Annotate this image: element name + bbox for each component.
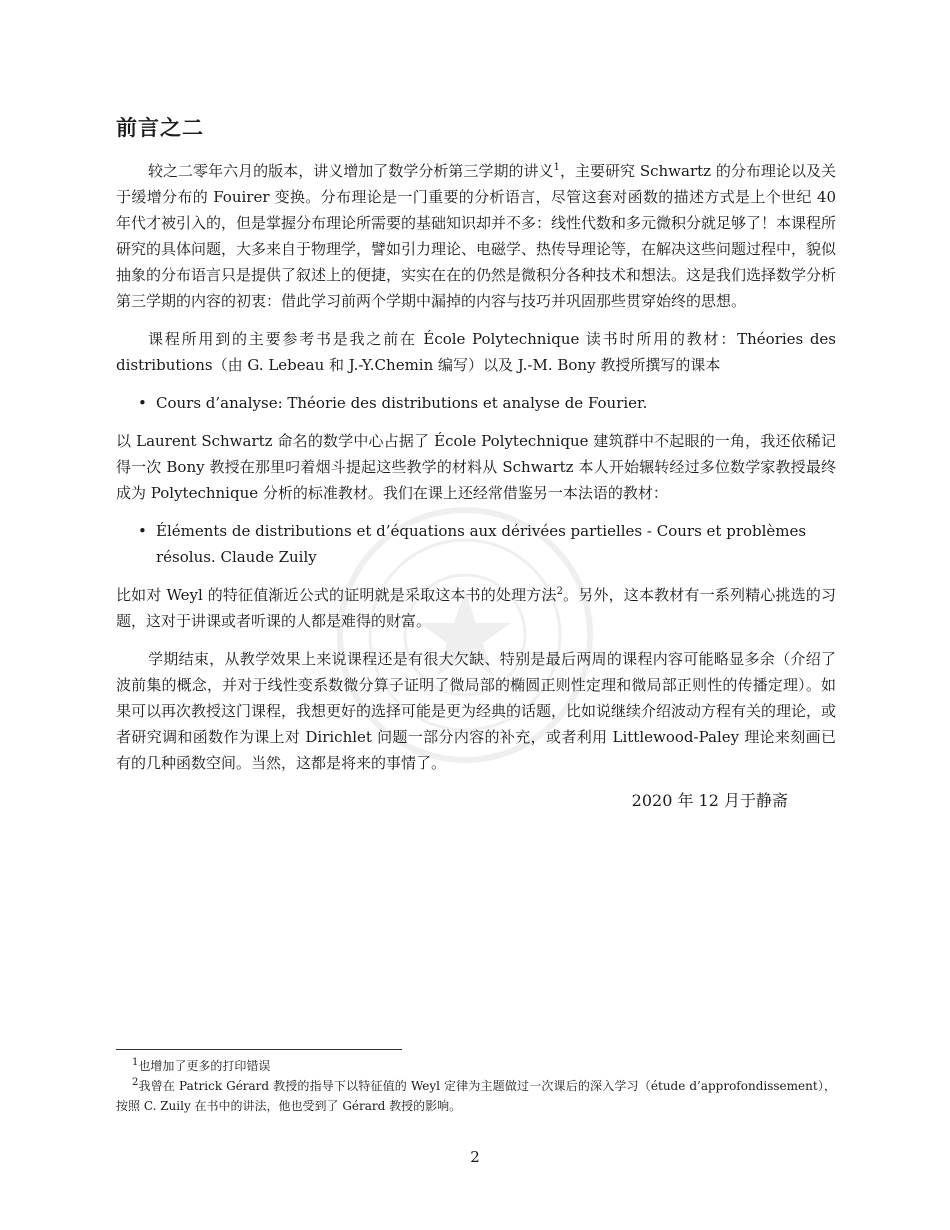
page-content [116,112,836,814]
page-number: 2 [470,1148,480,1166]
bullet-icon: • [138,522,147,540]
footnote-divider [116,1049,402,1050]
section-title: 前言之二 [116,116,204,140]
footnote-1: $^1$也增加了更多的打印错误 [132,1057,271,1073]
footnotes [116,1056,836,1116]
date-signature: 2020 年 12 月于静斋 [631,791,788,810]
footnote-ref-1: 1 [553,162,560,173]
footnote-ref-2: 2 [556,586,563,597]
list-item: • Cours d’analyse: Théorie des distributions et analyse de Fourier. [116,390,836,416]
reference-list-1 [116,390,836,416]
paragraph-2: 课程所用到的主要参考书是我之前在 École Polytechnique 读书时所用的教材：Théories des distributions（由 G. Lebeau 和 J.-Y.Chemin 编写）以及 J.-M. Bony 教授所撰写的课本 [116,330,836,374]
reference-list-2 [116,518,836,570]
paragraph-1: 较之二零年六月的版本，讲义增加了数学分析第三学期的讲义$^1$，主要研究 Schwartz 的分布理论以及关于缓增分布的 Fouirer 变换。分布理论是一门重要的分析语言，尽管这套对函数的描述方式是上个世纪 40 年代才被引入的，但是掌握分布理论所需要的基础知识却并不多：线性代数和多元微积分就足够了！本课程所研究的具体问题，大多来自于物理学，譬如引力理论、电磁学、热传导理论等，在解决这些问题过程中，貌似抽象的分布语言只是提供了叙述上的便捷，实实在在的仍然是微积分各种技术和想法。这是我们选择数学分析第三学期的内容的初衷：借此学习前两个学期中漏掉的内容与技巧并巩固那些贯穿始终的思想。 [116,162,837,310]
footnote-2: $^2$我曾在 Patrick Gérard 教授的指导下以特征值的 Weyl 定律为主题做过一次课后的深入学习（étude d’approfondissement），按照 C. Zuily 在书中的讲法，他也受到了 Gérard 教授的影响。 [116,1077,836,1113]
paragraph-4: 比如对 Weyl 的特征值渐近公式的证明就是采取这本书的处理方法$^2$。另外，这本教材有一系列精心挑选的习题，这对于讲课或者听课的人都是难得的财富。 [116,586,836,630]
paragraph-5: 学期结束，从教学效果上来说课程还是有很大欠缺、特别是最后两周的课程内容可能略显多余（介绍了波前集的概念，并对于线性变系数微分算子证明了微局部的椭圆正则性定理和微局部正则性的传播定理）。如果可以再次教授这门课程，我想更好的选择可能是更为经典的话题，比如说继续介绍波动方程有关的理论，或者研究调和函数作为课上对 Dirichlet 问题一部分内容的补充，或者利用 Littlewood-Paley 理论来刻画已有的几种函数空间。当然，这都是将来的事情了。 [116,650,837,772]
list-item: • Éléments de distributions et d’équations aux dérivées partielles - Cours et problèmes résolus. Claude Zuily [116,518,836,570]
bullet-icon: • [138,394,147,412]
paragraph-3: 以 Laurent Schwartz 命名的数学中心占据了 École Polytechnique 建筑群中不起眼的一角，我还依稀记得一次 Bony 教授在那里叼着烟斗提起这些教学的材料从 Schwartz 本人开始辗转经过多位数学家教授最终成为 Polytechnique 分析的标准教材。我们在课上还经常借鉴另一本法语的教材： [116,432,836,502]
